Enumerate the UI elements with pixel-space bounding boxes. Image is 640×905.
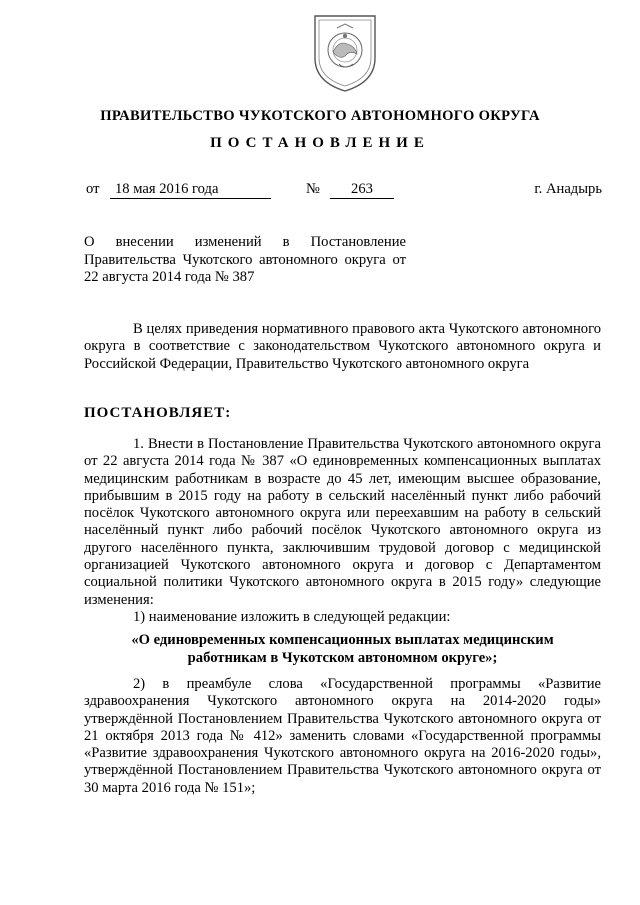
item-1-2-paragraph: 2) в преамбуле слова «Государственной программы «Развитие здравоохранения Чукотского автономного округа на 2014-2020 годы» утверждённой Постановлением Правительства Чукотского автономного округа от 21 октября 2013 года № 412» заменить словами «Государственной программы «Развитие здравоохранения Чукотского автономного округа на 2016-2020 годы», утверждённой Постановлением Правительства Чукотского автономного округа от 30 марта 2016 года № 151»;	[84, 676, 601, 796]
item-1-block	[84, 436, 601, 626]
document-subject: О внесении изменений в Постановление Правительства Чукотского автономного округа от 22 августа 2014 года № 387	[84, 234, 406, 286]
new-title-line-1: «О единовременных компенсационных выплатах медицинским	[131, 632, 554, 648]
document-type-heading: ПОСТАНОВЛЕНИЕ	[210, 135, 430, 151]
preamble-paragraph: В целях приведения нормативного правового акта Чукотского автономного округа в соответствие с законодательством Чукотского автономного округа и Российской Федерации, Правительство Чукотского автономного округа	[84, 321, 601, 372]
date-from-label: от	[86, 181, 100, 197]
number-sign: №	[306, 181, 320, 197]
new-title-block	[84, 631, 601, 667]
city-name: г. Анадырь	[534, 181, 602, 197]
document-number: 263	[330, 181, 394, 199]
decree-heading: ПОСТАНОВЛЯЕТ:	[84, 405, 232, 421]
document-date: 18 мая 2016 года	[110, 181, 271, 199]
new-title-line-2: работникам в Чукотском автономном округе»;	[187, 650, 498, 666]
coat-of-arms-emblem-icon	[309, 12, 381, 94]
dateline	[86, 181, 606, 203]
government-title: ПРАВИТЕЛЬСТВО ЧУКОТСКОГО АВТОНОМНОГО ОКРУГА	[100, 108, 540, 124]
item-1-text: 1. Внести в Постановление Правительства Чукотского автономного округа от 22 августа 2014 года № 387 «О единовременных компенсационных выплатах медицинским работникам в возрасте до 45 лет, имеющим высшее образование, прибывшим в 2015 году на работу в сельский населённый пункт либо рабочий посёлок Чукотского автономного округа или переехавшим на работу в сельский населённый пункт либо рабочий посёлок Чукотского автономного округа из другого населённого пункта, заключившим трудовой договор с медицинской организацией Чукотского автономного округа и договор с Департаментом социальной политики Чукотского автономного округа в 2015 году» следующие изменения:	[84, 436, 601, 608]
item-1-1-text: 1) наименование изложить в следующей редакции:	[133, 608, 451, 625]
